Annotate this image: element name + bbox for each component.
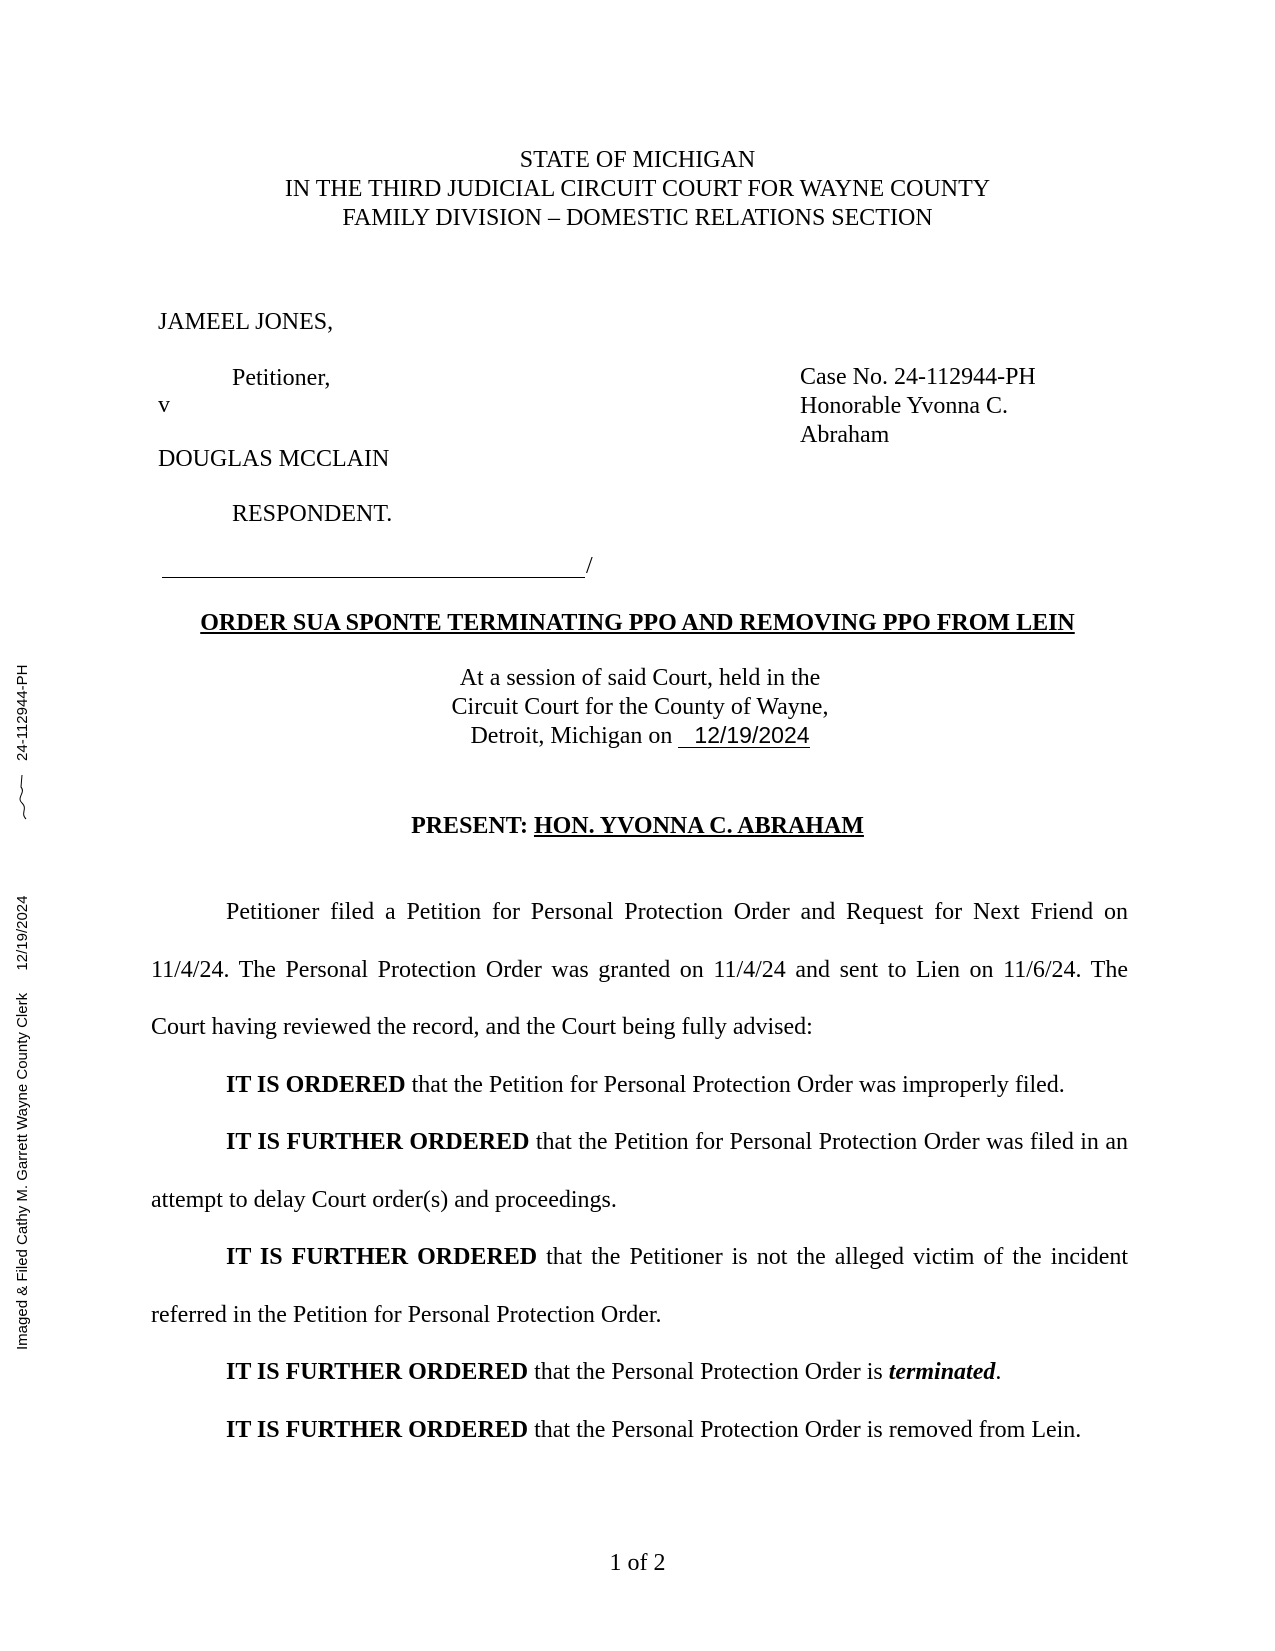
session-date: 12/19/2024 <box>678 723 809 748</box>
order-paragraph-4 <box>151 1344 1128 1402</box>
case-number: Case No. 24-112944-PH <box>800 364 1036 390</box>
stamp-text: Imaged & Filed Cathy M. Garrett Wayne County Clerk <box>14 992 31 1350</box>
clerk-filing-stamp <box>14 665 31 1350</box>
respondent-name: DOUGLAS MCCLAIN <box>158 446 390 472</box>
clerk-signature-icon <box>16 771 30 821</box>
order-4-lead: IT IS FURTHER ORDERED <box>226 1359 529 1385</box>
court-header-state: STATE OF MICHIGAN <box>519 147 756 173</box>
court-header-division: FAMILY DIVISION – DOMESTIC RELATIONS SECTION <box>342 205 933 231</box>
respondent-role: RESPONDENT. <box>232 501 393 527</box>
case-info <box>800 363 1036 450</box>
intro-paragraph: Petitioner filed a Petition for Personal Protection Order and Request for Next Friend on 11/4/24. The Personal Protection Order was granted on 11/4/24 and sent to Lien on 11/6/24. The Court having reviewed the record, and the Court being fully advised: <box>151 899 1128 1040</box>
order-2-lead: IT IS FURTHER ORDERED <box>226 1129 530 1155</box>
caption-rule <box>162 577 585 578</box>
order-4-text: that the Personal Protection Order is <box>528 1359 889 1385</box>
order-3-text: that the Petitioner is not the alleged victim of the incident referred in the Petition for Personal Protection Order. <box>151 1244 1129 1328</box>
order-1-text: that the Petition for Personal Protection Order was improperly filed. <box>405 1071 1065 1098</box>
present-judge: HON. YVONNA C. ABRAHAM <box>533 813 864 839</box>
order-paragraph-1 <box>151 1057 1128 1115</box>
order-3-lead: IT IS FURTHER ORDERED <box>226 1244 538 1270</box>
court-header-court: IN THE THIRD JUDICIAL CIRCUIT COURT FOR WAYNE COUNTY <box>284 176 991 202</box>
present-label: PRESENT: <box>411 813 528 839</box>
order-paragraph-2 <box>151 1114 1128 1229</box>
petitioner-name: JAMEEL JONES, <box>158 309 334 335</box>
session-line2: Circuit Court for the County of Wayne, <box>451 694 829 720</box>
order-5-text: that the Personal Protection Order is removed from Lein. <box>528 1416 1082 1443</box>
session-line1: At a session of said Court, held in the <box>459 665 821 691</box>
session-location: Detroit, Michigan on <box>470 723 673 749</box>
order-5-lead: IT IS FURTHER ORDERED <box>226 1416 529 1443</box>
session-block <box>400 664 880 751</box>
stamp-date: 12/19/2024 <box>14 895 31 971</box>
order-title: ORDER SUA SPONTE TERMINATING PPO AND REMOVING PPO FROM LEIN <box>200 610 1075 636</box>
order-paragraph-5 <box>151 1402 1128 1460</box>
session-line3 <box>400 722 880 751</box>
order-2-text: that the Petition for Personal Protection Order was filed in an attempt to delay Court order(s) and proceedings. <box>151 1129 1129 1213</box>
case-judge-line2: Abraham <box>800 422 890 448</box>
court-header <box>0 146 1275 233</box>
order-4-end: . <box>995 1359 1002 1385</box>
page-number: 1 of 2 <box>609 1550 666 1576</box>
versus-label: v <box>158 392 170 418</box>
stamp-case-number: 24-112944-PH <box>14 664 31 761</box>
order-paragraph-3 <box>151 1229 1128 1344</box>
order-body <box>151 884 1128 1459</box>
petitioner-role: Petitioner, <box>232 365 331 391</box>
case-judge-line1: Honorable Yvonna C. <box>800 393 1008 419</box>
present-line <box>0 813 1275 840</box>
caption-slash: / <box>586 553 593 579</box>
order-1-lead: IT IS ORDERED <box>226 1071 406 1098</box>
order-4-emphasis: terminated <box>888 1359 996 1385</box>
